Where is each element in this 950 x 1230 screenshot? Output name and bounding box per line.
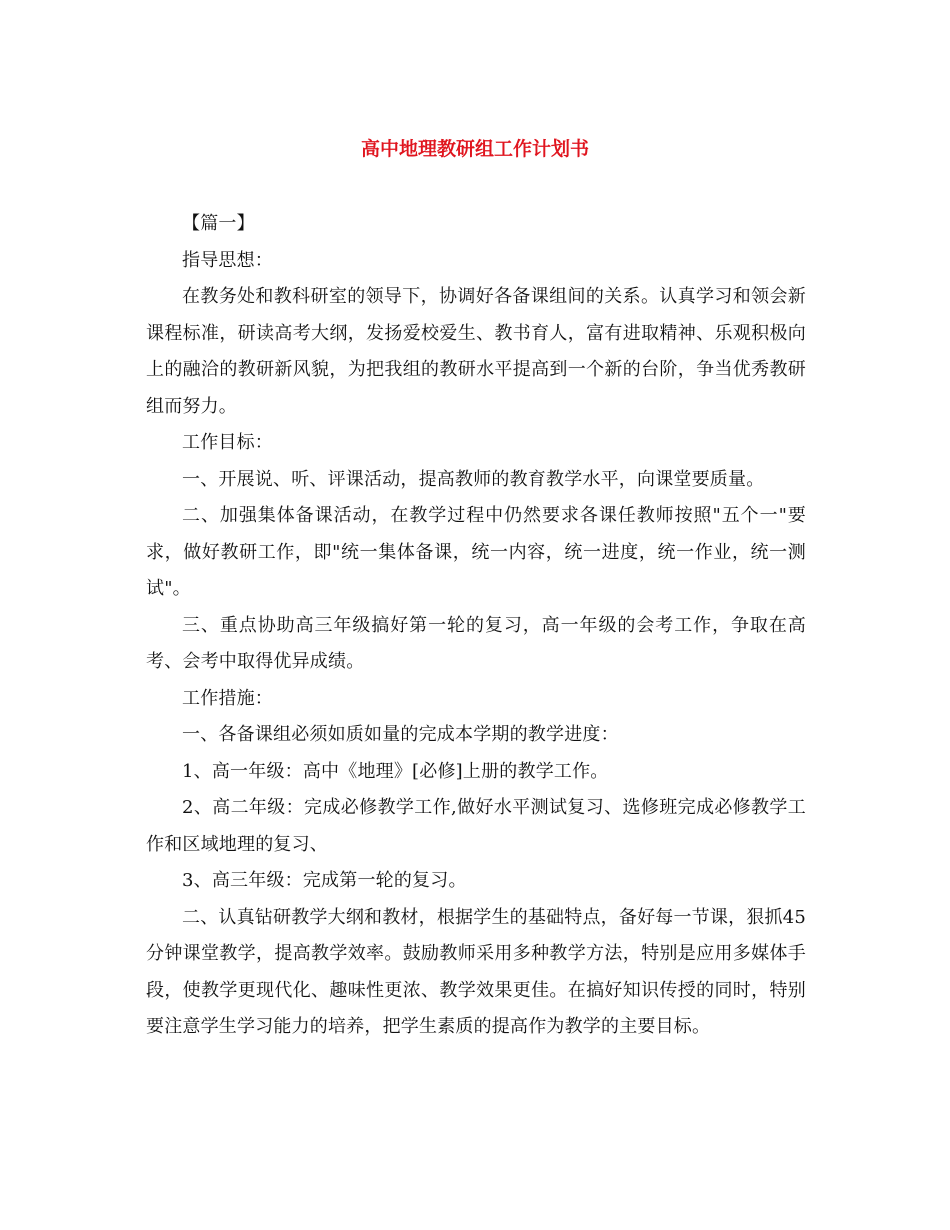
section-label: 【篇一】 bbox=[182, 213, 255, 234]
paragraph-guiding-ideology: 在教务处和教科研室的领导下，协调好各备课组间的关系。认真学习和领会新课程标准，研读高考大纲，发扬爱校爱生、教书育人，富有进取精神、乐观积极向上的融洽的教研新风貌，为把我组的教研水平提高到一个新的台阶，争当优秀教研组而努力。 bbox=[146, 286, 806, 417]
goal-item-3: 三、重点协助高三年级搞好第一轮的复习，高一年级的会考工作，争取在高考、会考中取得优异成绩。 bbox=[146, 614, 806, 672]
heading-work-goals: 工作目标： bbox=[182, 432, 273, 453]
heading-guiding-ideology: 指导思想： bbox=[182, 249, 273, 271]
measure-subitem-grade-1: 1、高一年级：高中《地理》[必修]上册的教学工作。 bbox=[182, 760, 609, 782]
measure-item-2: 二、认真钻研教学大纲和教材，根据学生的基础特点，备好每一节课，狠抓45分钟课堂教学，提高教学效率。鼓励教师采用多种教学方法，特别是应用多媒体手段，使教学更现代化、趣味性更浓、教学效果更佳。在搞好知识传授的同时，特别要注意学生学习能力的培养，把学生素质的提高作为教学的主要目标。 bbox=[146, 906, 806, 1037]
measure-item-1: 一、各备课组必须如质如量的完成本学期的教学进度： bbox=[182, 724, 619, 745]
document-title: 高中地理教研组工作计划书 bbox=[360, 138, 589, 160]
goal-item-2: 二、加强集体备课活动，在教学过程中仍然要求各课任教师按照"五个一"要求，做好教研工作，即"统一集体备课，统一内容，统一进度，统一作业，统一测试"。 bbox=[146, 505, 806, 599]
document-body bbox=[146, 206, 806, 1046]
measure-subitem-grade-3: 3、高三年级：完成第一轮的复习。 bbox=[182, 870, 467, 891]
measure-subitem-grade-2: 2、高二年级：完成必修教学工作,做好水平测试复习、选修班完成必修教学工作和区域地理的复习、 bbox=[146, 797, 806, 855]
goal-item-1: 一、开展说、听、评课活动，提高教师的教育教学水平，向课堂要质量。 bbox=[182, 468, 765, 490]
heading-work-measures: 工作措施： bbox=[182, 687, 273, 709]
